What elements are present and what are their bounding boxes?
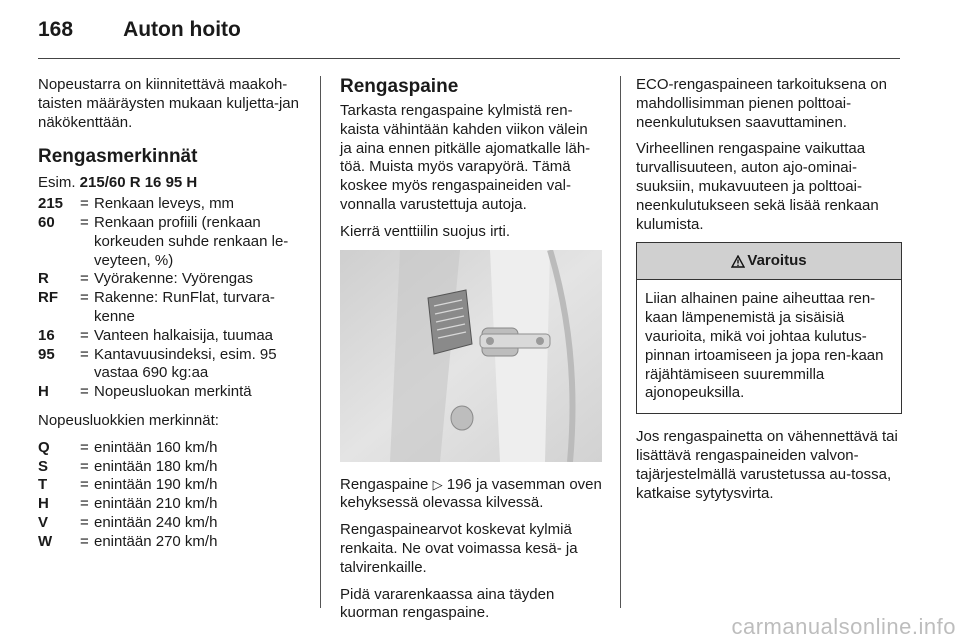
column-divider-2 xyxy=(620,76,621,608)
speed-class-row xyxy=(38,495,306,514)
pressure-paragraph-4: Rengaspainearvot koskevat kylmiä renkaita. Ne ovat voimassa kesä- ja talvirenkaille. xyxy=(340,521,578,576)
speed-class-list xyxy=(38,439,306,552)
definition-value: Nopeusluokan merkintä xyxy=(94,383,252,401)
example-value: 215/60 R 16 95 H xyxy=(79,174,198,192)
intro-paragraph: Nopeustarra on kiinnitettävä maakoh-taisten määräysten mukaan kuljetta-jan näkökenttään. xyxy=(38,76,299,131)
definition-row xyxy=(38,383,306,402)
column-divider xyxy=(320,76,321,608)
speed-class-value: enintään 160 km/h xyxy=(94,438,218,456)
warning-triangle-icon xyxy=(731,255,745,268)
definition-row xyxy=(38,289,306,327)
definition-equals: = xyxy=(80,289,89,307)
speed-class-key: W xyxy=(38,532,53,550)
speed-class-key: V xyxy=(38,513,49,531)
pressure-label-text: Rengaspaine xyxy=(340,475,433,493)
page-ref-number: 196 xyxy=(446,475,472,493)
speed-class-value: enintään 240 km/h xyxy=(94,513,218,531)
definition-row xyxy=(38,214,306,270)
example-line xyxy=(38,174,306,193)
definition-row xyxy=(38,327,306,346)
speed-class-equals: = xyxy=(80,495,89,513)
speed-class-heading: Nopeusluokkien merkinnät: xyxy=(38,411,219,429)
speed-class-value: enintään 180 km/h xyxy=(94,457,218,475)
speed-class-row xyxy=(38,476,306,495)
tpms-paragraph: Jos rengaspainetta on vähennettävä tai lisättävä rengaspaineiden valvon-tajärjestelmällä varustetussa au-tossa, katkaise sytytysvirta. xyxy=(636,428,898,502)
definition-key: RF xyxy=(38,289,58,307)
tire-markings-heading: Rengasmerkinnät xyxy=(38,146,198,168)
pressure-paragraph-2: Kierrä venttiilin suojus irti. xyxy=(340,222,511,240)
pressure-label-location: ja vasemman oven kehyksessä olevassa kilvessä. xyxy=(340,475,602,512)
column-left xyxy=(38,76,306,562)
definition-value: Vanteen halkaisija, tuumaa xyxy=(94,326,274,344)
definition-row xyxy=(38,270,306,289)
definition-value: Vyörakenne: Vyörengas xyxy=(94,270,253,288)
page-title: Auton hoito xyxy=(123,18,241,41)
speed-class-row xyxy=(38,514,306,533)
definition-equals: = xyxy=(80,345,89,363)
warning-text: Liian alhainen paine aiheuttaa ren-kaan lämpenemistä ja sisäisiä vaurioita, mikä voi johtaa kulutus-pinnan irtoamiseen ja jopa ren-kaan räjähtämiseen suuremmilla ajonopeuksilla. xyxy=(645,290,884,402)
speed-class-value: enintään 270 km/h xyxy=(94,532,218,550)
speed-class-key: H xyxy=(38,495,49,513)
incorrect-pressure-paragraph: Virheellinen rengaspaine vaikuttaa turvallisuuteen, auton ajo-ominai-suuksiin, mukavuuteen ja polttoai-neenkulutukseen sekä lisää renkaan kulumista. xyxy=(636,140,879,233)
warning-title: Varoitus xyxy=(747,252,807,270)
definition-key: 215 xyxy=(38,195,64,213)
pressure-paragraph-3 xyxy=(340,476,602,514)
speed-class-row xyxy=(38,533,306,552)
tire-pressure-heading: Rengaspaine xyxy=(340,76,459,97)
warning-box xyxy=(636,242,902,414)
definition-key: 60 xyxy=(38,213,55,231)
speed-class-equals: = xyxy=(80,457,89,475)
speed-class-key: S xyxy=(38,457,49,475)
definition-equals: = xyxy=(80,383,89,401)
header-rule xyxy=(38,58,900,59)
speed-class-row xyxy=(38,458,306,477)
definition-key: 95 xyxy=(38,345,55,363)
definition-value: Kantavuusindeksi, esim. 95 vastaa 690 kg:aa xyxy=(94,345,277,382)
definition-value: Renkaan profiili (renkaan korkeuden suhde renkaan le-veyteen, %) xyxy=(94,213,289,269)
page-header xyxy=(38,18,241,42)
eco-paragraph: ECO-rengaspaineen tarkoituksena on mahdollisimman pienen polttoai-neenkulutuksen saavuttaminen. xyxy=(636,76,887,131)
definition-value: Renkaan leveys, mm xyxy=(94,195,235,213)
definition-equals: = xyxy=(80,326,89,344)
pressure-paragraph-5: Pidä vararenkaassa aina täyden kuorman rengaspaine. xyxy=(340,585,555,622)
definition-row xyxy=(38,195,306,214)
door-frame-label-photo xyxy=(340,250,602,462)
definition-equals: = xyxy=(80,195,89,213)
speed-class-equals: = xyxy=(80,513,89,531)
speed-class-equals: = xyxy=(80,532,89,550)
speed-class-equals: = xyxy=(80,476,89,494)
warning-header xyxy=(637,243,901,280)
column-middle xyxy=(340,76,602,631)
definition-key: 16 xyxy=(38,326,55,344)
page-number: 168 xyxy=(38,18,74,41)
speed-class-equals: = xyxy=(80,438,89,456)
speed-class-key: T xyxy=(38,476,48,494)
definition-equals: = xyxy=(80,213,89,231)
pressure-paragraph-1: Tarkasta rengaspaine kylmistä ren-kaista vähintään kahden viikon välein ja aina ennen pitkälle ajomatkalle läh-töä. Muista myös varapyörä. Tämä koskee myös rengaspaineiden val-vonnalla varustettuja autoja. xyxy=(340,102,591,213)
definition-key: R xyxy=(38,270,49,288)
definition-row xyxy=(38,346,306,384)
watermark: carmanualsonline.info xyxy=(731,614,956,639)
definition-equals: = xyxy=(80,270,89,288)
definition-value: Rakenne: RunFlat, turvara-kenne xyxy=(94,289,275,325)
speed-class-value: enintään 190 km/h xyxy=(94,476,218,494)
page-ref-icon: ▷ xyxy=(432,476,443,492)
example-prefix: Esim. xyxy=(38,174,76,192)
speed-class-key: Q xyxy=(38,438,50,456)
column-right xyxy=(636,76,902,511)
tire-marking-definitions xyxy=(38,195,306,402)
speed-class-row xyxy=(38,439,306,458)
door-frame-illustration xyxy=(340,250,602,462)
speed-class-value: enintään 210 km/h xyxy=(94,495,218,513)
definition-key: H xyxy=(38,383,49,401)
